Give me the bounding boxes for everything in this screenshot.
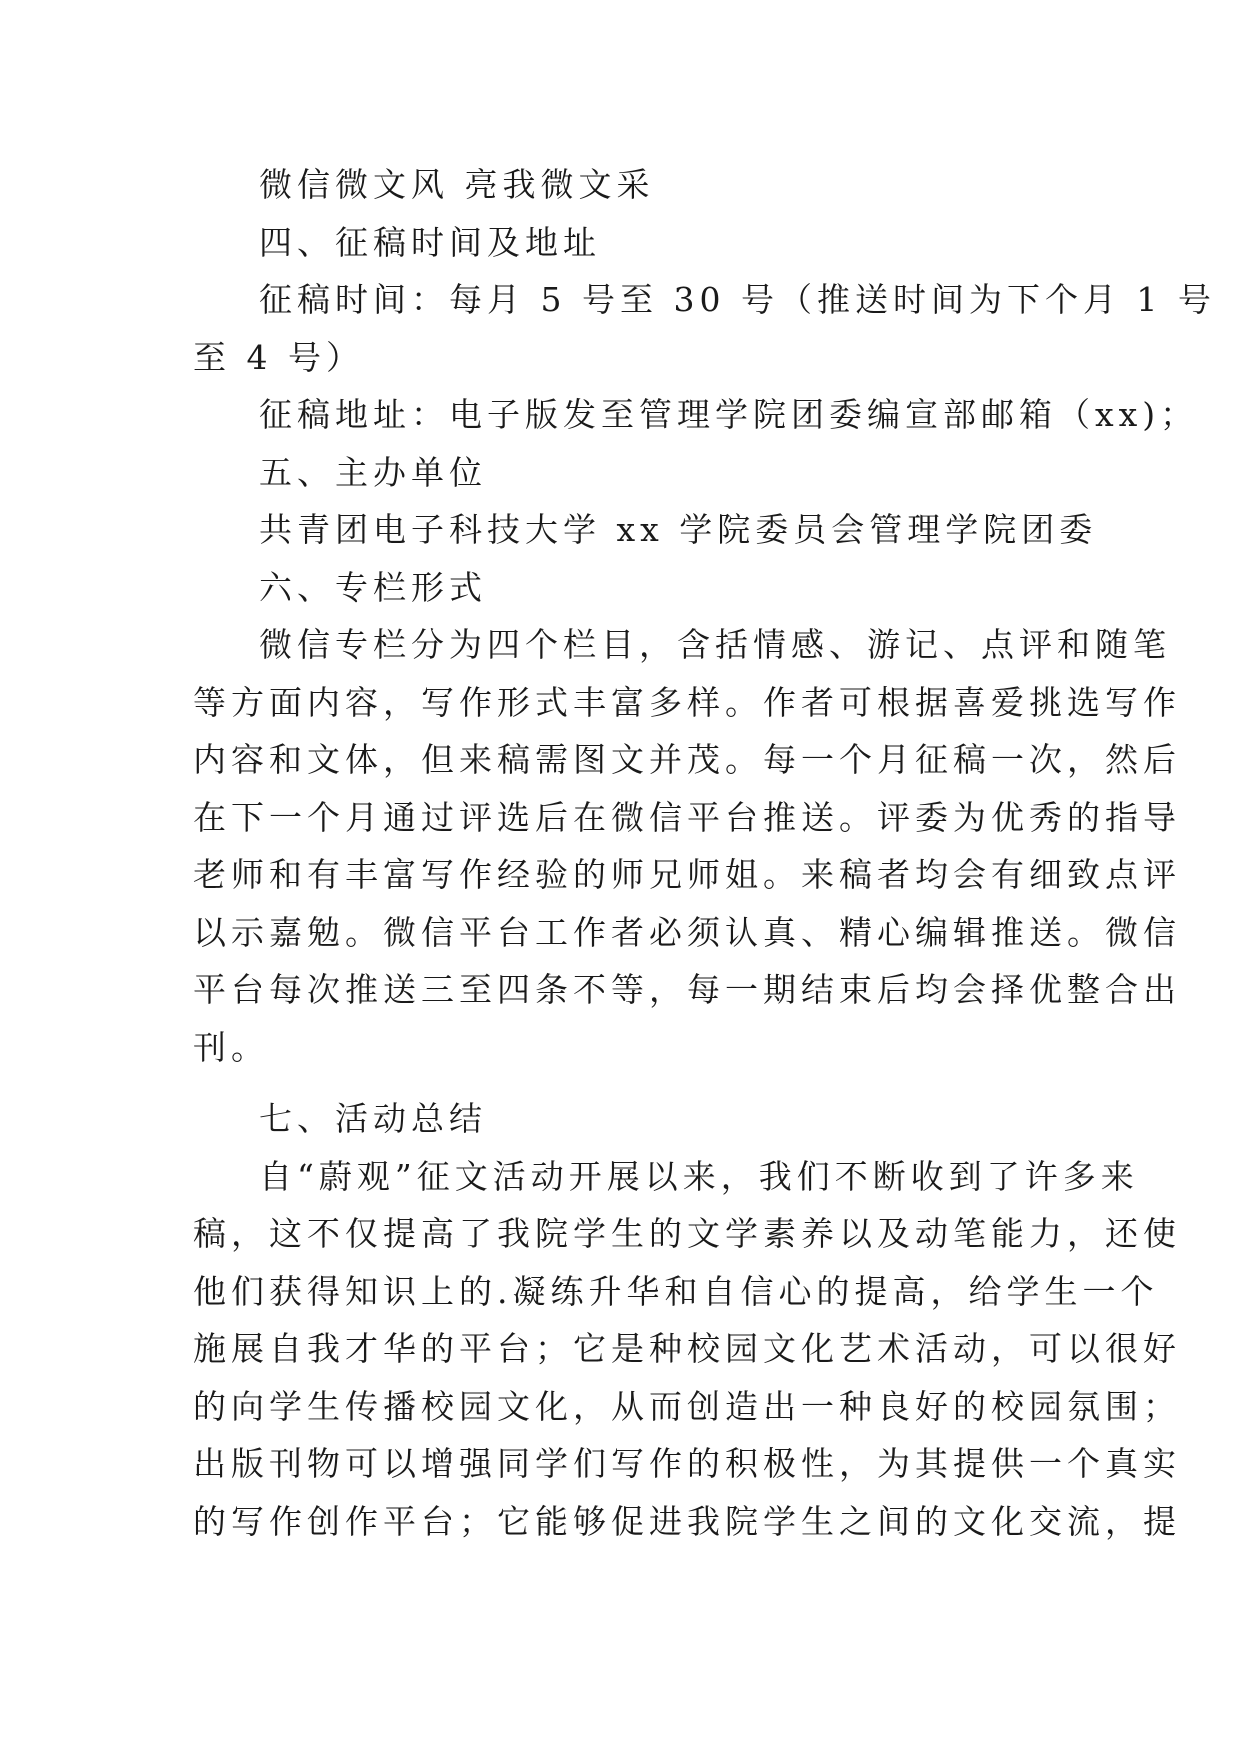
submission-address-line: 征稿地址：电子版发至管理学院团委编宣部邮箱（xx)； [259, 395, 1199, 434]
submission-time-line-cont: 至 4 号） [193, 337, 364, 377]
paragraph-line: 的向学生传播校园文化，从而创造出一种良好的校园氛围； [193, 1386, 1181, 1426]
paragraph-line: 刊。 [193, 1027, 269, 1067]
organizer-line: 共青团电子科技大学 xx 学院委员会管理学院团委 [259, 510, 1098, 549]
section-4-heading: 四、征稿时间及地址 [259, 222, 601, 262]
section-gap [193, 1076, 1049, 1090]
paragraph-line: 在下一个月通过评选后在微信平台推送。评委为优秀的指导 [193, 797, 1181, 837]
document-body [193, 156, 1216, 1550]
paragraph-line: 他们获得知识上的.凝练升华和自信心的提高，给学生一个 [193, 1271, 1159, 1311]
submission-time-line: 征稿时间：每月 5 号至 30 号（推送时间为下个月 1 号 [259, 280, 1216, 319]
paragraph-line: 出版刊物可以增强同学们写作的积极性，为其提供一个真实 [193, 1444, 1181, 1483]
paragraph-line: 内容和文体，但来稿需图文并茂。每一个月征稿一次，然后 [193, 740, 1181, 779]
paragraph-line: 施展自我才华的平台；它是种校园文化艺术活动，可以很好 [193, 1329, 1181, 1368]
section-5-heading: 五、主办单位 [259, 452, 487, 492]
slogan-line: 微信微文风 亮我微文采 [259, 165, 655, 204]
paragraph-line: 稿，这不仅提高了我院学生的文学素养以及动笔能力，还使 [193, 1214, 1181, 1253]
paragraph-line: 以示嘉勉。微信平台工作者必须认真、精心编辑推送。微信 [193, 912, 1181, 952]
paragraph-line: 微信专栏分为四个栏目，含括情感、游记、点评和随笔 [259, 625, 1171, 664]
paragraph-line: 等方面内容，写作形式丰富多样。作者可根据喜爱挑选写作 [193, 682, 1181, 722]
section-6-heading: 六、专栏形式 [259, 567, 487, 607]
paragraph-line: 老师和有丰富写作经验的师兄师姐。来稿者均会有细致点评 [193, 855, 1181, 894]
paragraph-line: 平台每次推送三至四条不等，每一期结束后均会择优整合出 [193, 970, 1181, 1009]
paragraph-line: 自“蔚观”征文活动开展以来，我们不断收到了许多来 [259, 1156, 1139, 1196]
section-7-heading: 七、活动总结 [259, 1099, 487, 1138]
paragraph-line: 的写作创作平台；它能够促进我院学生之间的文化交流，提 [193, 1501, 1181, 1541]
